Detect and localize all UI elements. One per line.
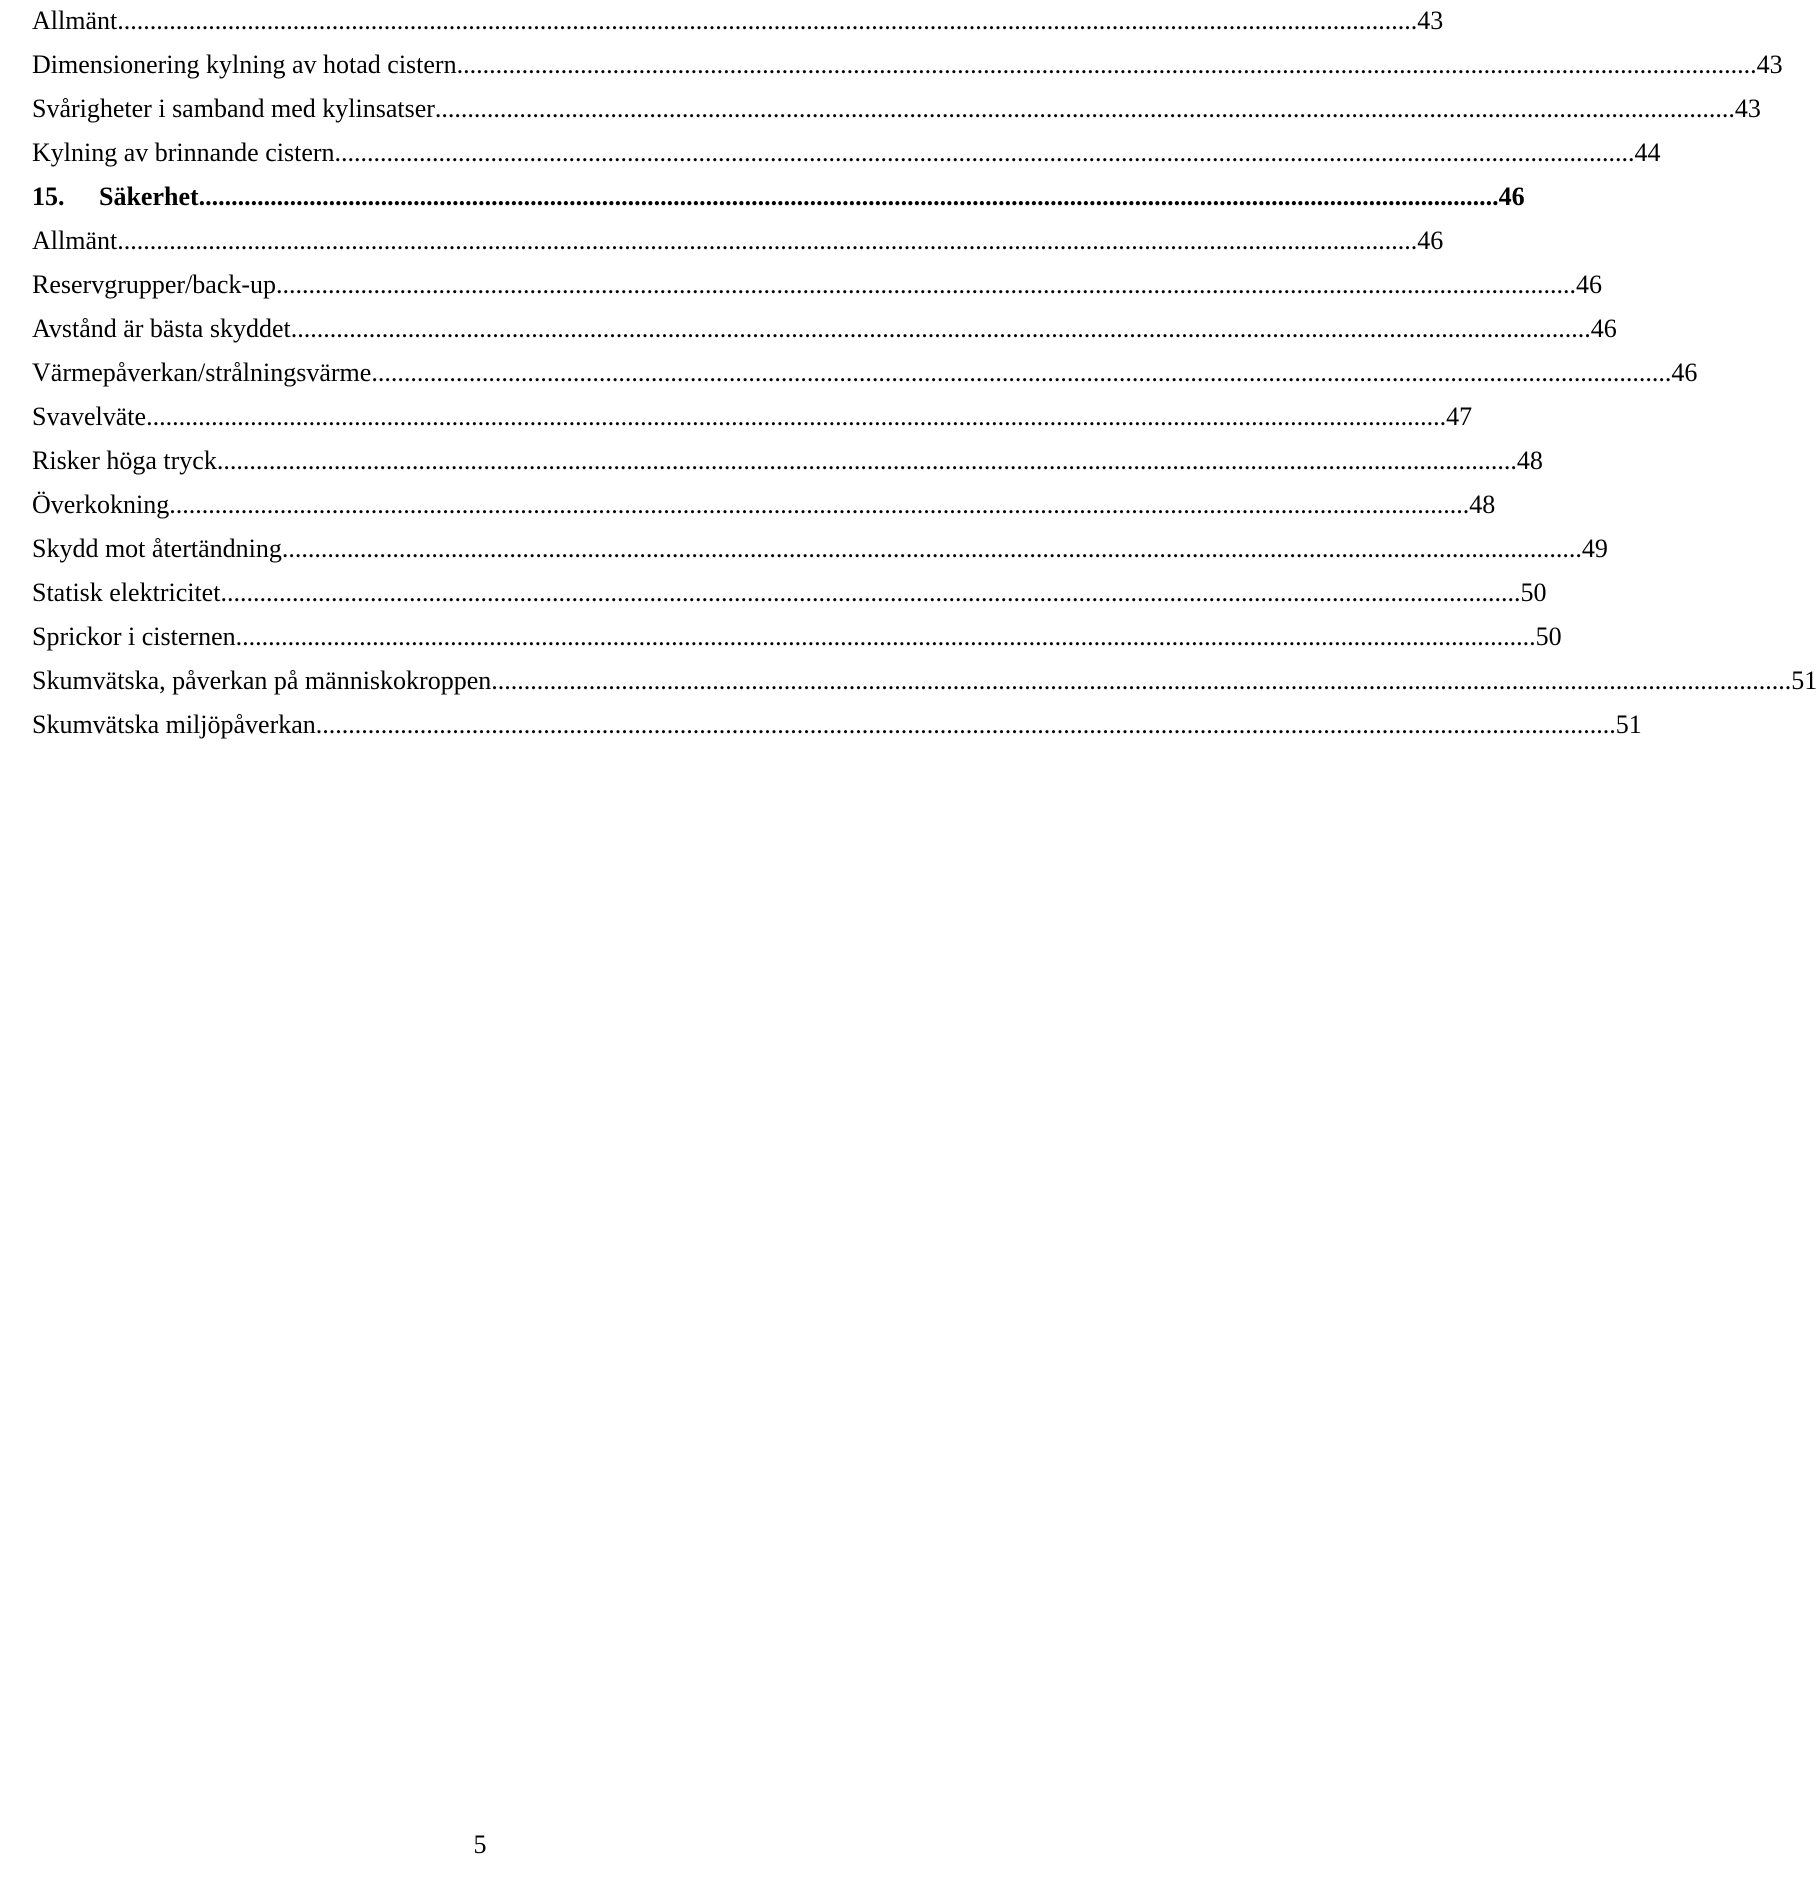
toc-entry-page: 44 <box>1634 138 1661 167</box>
toc-dot-leader: ........................................................................................................................................................................................................ <box>235 622 1536 651</box>
toc-entry-title: Skumvätska, påverkan på människokroppen <box>32 666 492 695</box>
toc-entry-page: 50 <box>1520 578 1547 607</box>
toc-dot-leader: ........................................................................................................................................................................................................ <box>456 50 1757 79</box>
toc-entry[interactable] <box>32 660 1817 704</box>
toc-chapter-heading <box>32 184 199 210</box>
toc-chapter-entry[interactable] <box>32 176 1525 220</box>
toc-dot-leader: ........................................................................................................................................................................................................ <box>276 270 1577 299</box>
toc-dot-leader: ........................................................................................................................................................................................................ <box>334 138 1635 167</box>
toc-entry-page: 46 <box>1576 270 1603 299</box>
toc-entry[interactable] <box>32 616 1562 660</box>
toc-dot-leader: ........................................................................................................................................................................................................ <box>371 358 1672 387</box>
toc-dot-leader: ........................................................................................................................................................................................................ <box>281 534 1582 563</box>
toc-entry-title: Svavelväte <box>32 402 147 431</box>
toc-entry-page: 51 <box>1615 710 1642 739</box>
toc-entry[interactable] <box>32 572 1547 616</box>
toc-dot-leader: ........................................................................................................................................................................................................ <box>117 6 1418 35</box>
toc-entry-title: Reservgrupper/back-up <box>32 270 277 299</box>
toc-dot-leader: ........................................................................................................................................................................................................ <box>290 314 1591 343</box>
table-of-contents <box>32 0 1817 748</box>
toc-entry-page: 43 <box>1756 50 1783 79</box>
toc-entry[interactable] <box>32 352 1698 396</box>
toc-entry[interactable] <box>32 88 1761 132</box>
toc-dot-leader: ........................................................................................................................................................................................................ <box>220 578 1521 607</box>
toc-entry[interactable] <box>32 528 1608 572</box>
toc-dot-leader: ........................................................................................................................................................................................................ <box>117 226 1418 255</box>
toc-dot-leader: ........................................................................................................................................................................................................ <box>216 446 1517 475</box>
toc-entry-page: 48 <box>1469 490 1496 519</box>
toc-dot-leader: ........................................................................................................................................................................................................ <box>315 710 1616 739</box>
toc-entry-title: Allmänt <box>32 6 118 35</box>
toc-entry-title: Kylning av brinnande cistern <box>32 138 335 167</box>
toc-entry-title: Allmänt <box>32 226 118 255</box>
toc-entry-page: 46 <box>1417 226 1444 255</box>
toc-entry[interactable] <box>32 440 1543 484</box>
toc-entry[interactable] <box>32 220 1444 264</box>
toc-dot-leader: ........................................................................................................................................................................................................ <box>169 490 1470 519</box>
toc-entry-title: Avstånd är bästa skyddet <box>32 314 291 343</box>
toc-entry-page: 46 <box>1498 182 1525 211</box>
page-number: 5 <box>473 1830 487 1859</box>
toc-entry[interactable] <box>32 264 1603 308</box>
toc-entry-title: Risker höga tryck <box>32 446 217 475</box>
toc-entry[interactable] <box>32 396 1473 440</box>
toc-entry-title: Värmepåverkan/strålningsvärme <box>32 358 372 387</box>
toc-entry[interactable] <box>32 132 1661 176</box>
toc-dot-leader: ........................................................................................................................................................................................................ <box>491 666 1792 695</box>
toc-chapter-title: Säkerhet <box>99 182 199 211</box>
toc-chapter-number: 15. <box>32 182 65 211</box>
toc-entry[interactable] <box>32 0 1444 44</box>
toc-dot-leader: ........................................................................................................................................................................................................ <box>146 402 1447 431</box>
toc-entry-title: Överkokning <box>32 490 170 519</box>
toc-entry-page: 49 <box>1581 534 1608 563</box>
toc-entry[interactable] <box>32 704 1642 748</box>
toc-entry-title: Dimensionering kylning av hotad cistern <box>32 50 457 79</box>
toc-entry-page: 43 <box>1417 6 1444 35</box>
toc-dot-leader: ........................................................................................................................................................................................................ <box>434 94 1735 123</box>
toc-entry-title: Skumvätska miljöpåverkan <box>32 710 316 739</box>
toc-entry-title: Statisk elektricitet <box>32 578 221 607</box>
toc-entry-page: 47 <box>1446 402 1473 431</box>
toc-entry-title: Svårigheter i samband med kylinsatser <box>32 94 435 123</box>
toc-dot-leader: ........................................................................................................................................................................................................ <box>198 182 1499 211</box>
toc-entry-page: 51 <box>1791 666 1817 695</box>
toc-entry-page: 46 <box>1671 358 1698 387</box>
toc-entry-page: 48 <box>1516 446 1543 475</box>
toc-entry[interactable] <box>32 44 1783 88</box>
toc-entry[interactable] <box>32 484 1496 528</box>
toc-entry-page: 50 <box>1535 622 1562 651</box>
toc-entry-title: Sprickor i cisternen <box>32 622 236 651</box>
toc-entry-title: Skydd mot återtändning <box>32 534 282 563</box>
toc-entry-page: 43 <box>1734 94 1761 123</box>
toc-entry-page: 46 <box>1590 314 1617 343</box>
toc-entry[interactable] <box>32 308 1617 352</box>
